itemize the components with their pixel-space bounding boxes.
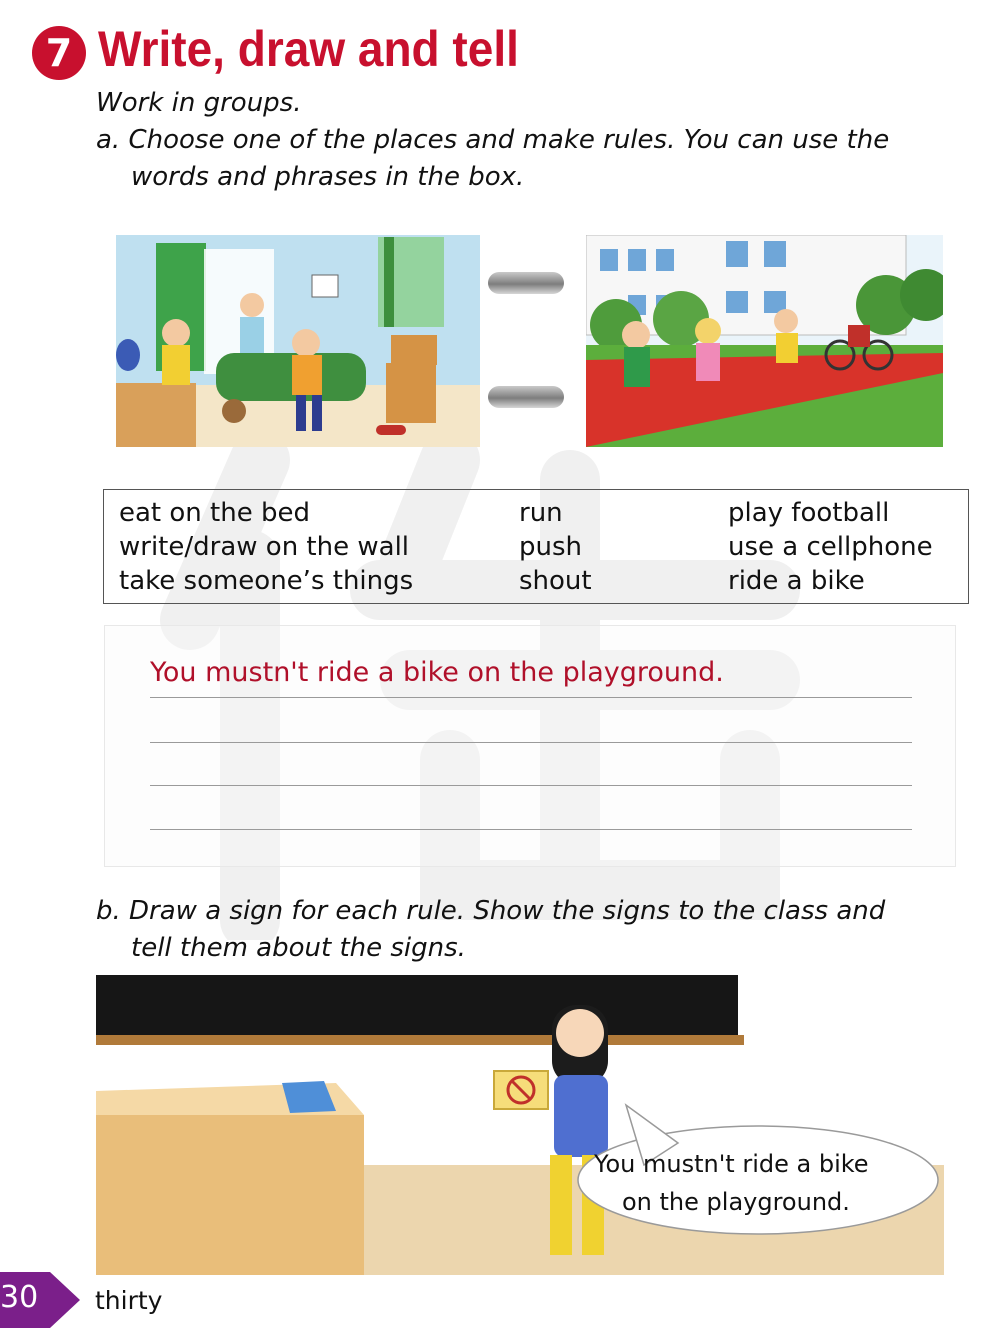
binder-ring-bottom (488, 386, 564, 408)
bedroom-illustration (116, 235, 480, 447)
page-number: 30 (0, 1280, 39, 1315)
word-box (103, 489, 969, 604)
word-item: use a cellphone (728, 532, 933, 562)
word-column-2 (519, 496, 592, 598)
instruction-b-line2: tell them about the signs. (131, 933, 466, 963)
playground-illustration (586, 235, 943, 447)
word-column-1 (119, 496, 413, 598)
word-item: run (519, 498, 563, 528)
word-item: push (519, 532, 583, 562)
instruction-a-line2: words and phrases in the box. (131, 162, 525, 192)
page-word: thirty (95, 1286, 163, 1315)
instruction-intro: Work in groups. (96, 88, 302, 118)
speech-bubble-line1: You mustn't ride a bike (594, 1150, 869, 1178)
writing-line-3[interactable] (150, 785, 912, 786)
activity-number-badge: 7 (32, 26, 86, 80)
word-item: write/draw on the wall (119, 532, 410, 562)
word-item: play football (728, 498, 890, 528)
speech-bubble-line2: on the playground. (622, 1188, 850, 1216)
word-item: take someone’s things (119, 566, 414, 596)
writing-line-4[interactable] (150, 829, 912, 830)
instruction-a-line1: a. Choose one of the places and make rules. You can use the (96, 125, 890, 155)
example-rule: You mustn't ride a bike on the playground. (150, 657, 724, 688)
activity-title: Write, draw and tell (98, 21, 519, 77)
word-column-3 (728, 496, 933, 598)
writing-line-1[interactable] (150, 697, 912, 698)
classroom-illustration (96, 975, 944, 1275)
instruction-b-line1: b. Draw a sign for each rule. Show the signs to the class and (96, 896, 886, 926)
word-item: ride a bike (728, 566, 865, 596)
word-item: eat on the bed (119, 498, 310, 528)
writing-line-2[interactable] (150, 742, 912, 743)
binder-ring-top (488, 272, 564, 294)
word-item: shout (519, 566, 592, 596)
